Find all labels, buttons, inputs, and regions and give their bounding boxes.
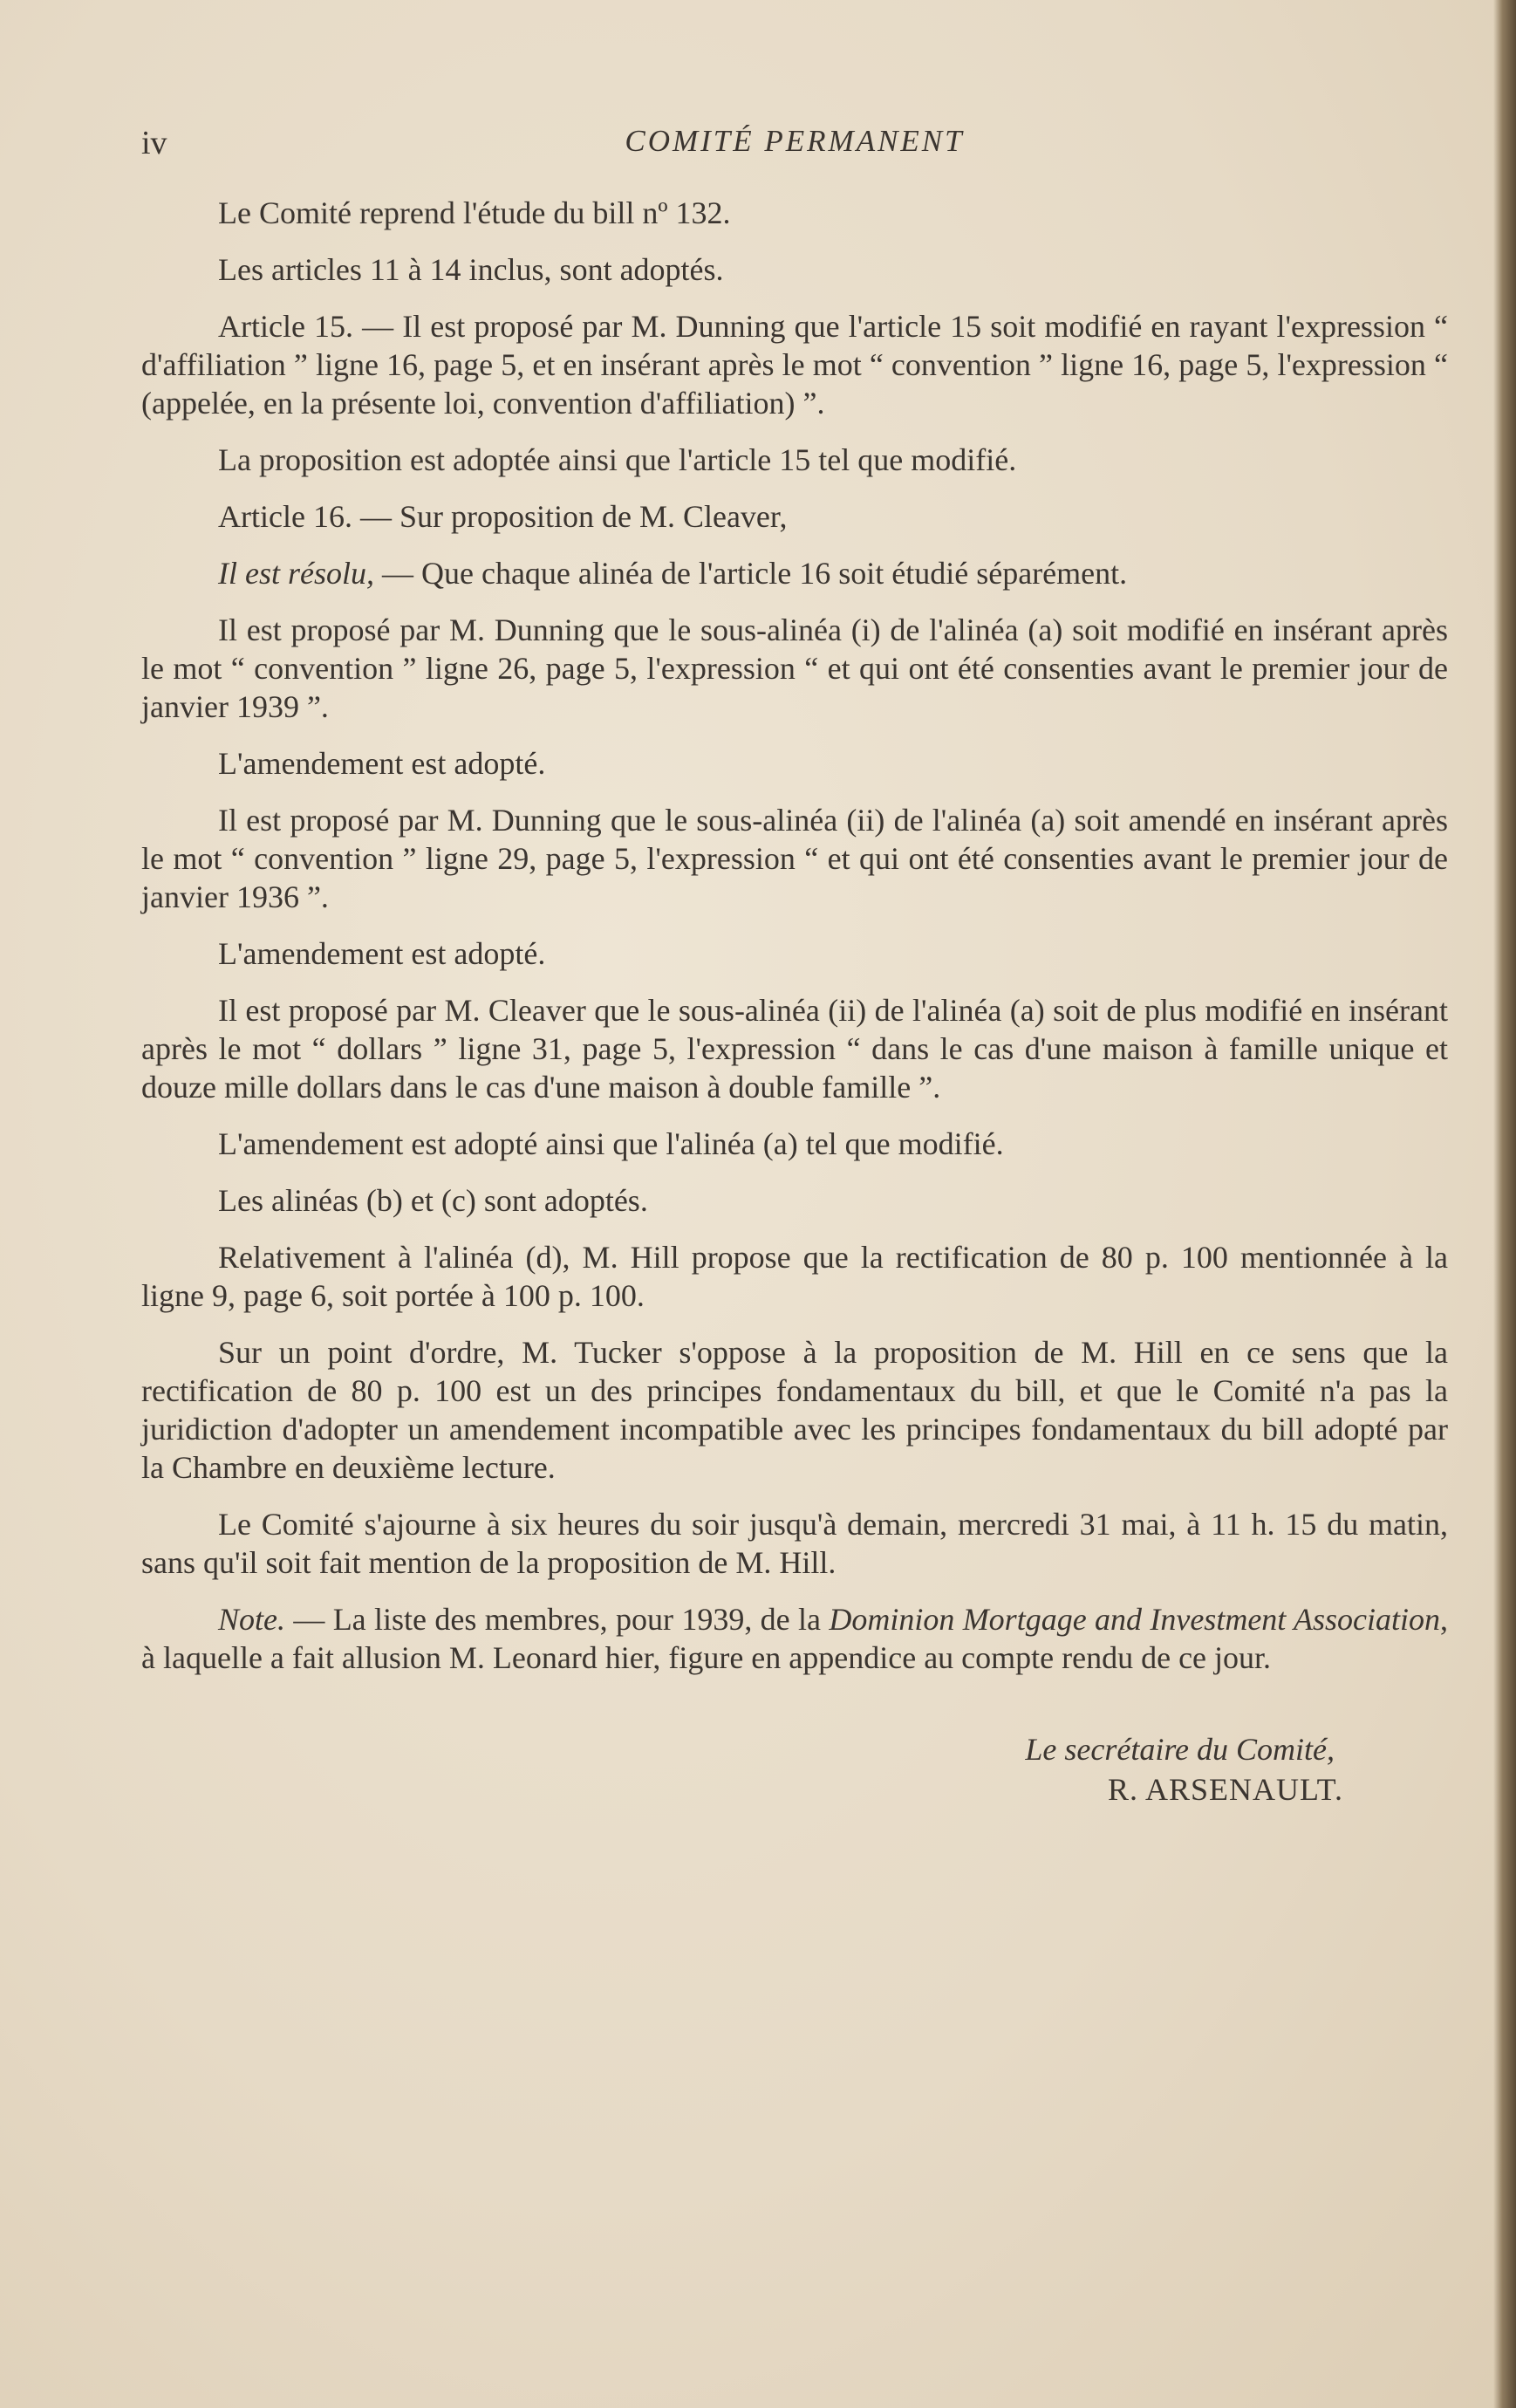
paragraph: Sur un point d'ordre, M. Tucker s'oppose à la proposition de M. Hill en ce sens que la rectification de 80 p. 100 est un des principes fondamentaux du bill, et que le Comité n'a pas la juridiction d'adopter un amendement incompatible avec les principes fondamentaux du bill adopté par la Chambre en deuxième lecture.	[141, 1335, 1448, 1485]
running-title: COMITÉ PERMANENT	[625, 124, 965, 158]
paragraph: Il est proposé par M. Dunning que le sous-alinéa (ii) de l'alinéa (a) soit amendé en insérant après le mot “ convention ” ligne 29, page 5, l'expression “ et qui ont été consenties avant le premier jour de janvier 1936 ”.	[141, 803, 1448, 914]
running-head	[141, 124, 1448, 168]
paragraph: L'amendement est adopté ainsi que l'alinéa (a) tel que modifié.	[218, 1126, 1004, 1161]
note-organization: Dominion Mortgage and Investment Association	[829, 1602, 1440, 1637]
paragraph: L'amendement est adopté.	[218, 746, 546, 781]
paragraph: Relativement à l'alinéa (d), M. Hill propose que la rectification de 80 p. 100 mentionnée à la ligne 9, page 6, soit portée à 100 p. 100.	[141, 1240, 1448, 1313]
paragraph: Il est proposé par M. Cleaver que le sous-alinéa (ii) de l'alinéa (a) soit de plus modifié en insérant après le mot “ dollars ” ligne 31, page 5, l'expression “ dans le cas d'une maison à famille unique et douze mille dollars dans le cas d'une maison à double famille ”.	[141, 993, 1448, 1105]
paragraph: Article 15. — Il est proposé par M. Dunning que l'article 15 soit modifié en rayant l'expression “ d'affiliation ” ligne 16, page 5, et en insérant après le mot “ convention ” ligne 16, page 5, l'expression “ (appelée, en la présente loi, convention d'affiliation) ”.	[141, 309, 1448, 421]
page-edge-shadow	[1493, 0, 1516, 2408]
resolution-paragraph	[141, 554, 1448, 592]
note-paragraph	[141, 1600, 1448, 1677]
note-text-end: , à laquelle a fait allusion M. Leonard hier, figure en appendice au compte rendu de ce jour.	[141, 1602, 1448, 1675]
paragraph: Les articles 11 à 14 inclus, sont adoptés.	[218, 252, 724, 287]
body-text	[141, 194, 1448, 1809]
signature-name: R. ARSENAULT.	[1107, 1772, 1343, 1807]
paragraph: Il est proposé par M. Dunning que le sous-alinéa (i) de l'alinéa (a) soit modifié en insérant après le mot “ convention ” ligne 26, page 5, l'expression “ et qui ont été consenties avant le premier jour de janvier 1939 ”.	[141, 612, 1448, 724]
paragraph: Le Comité s'ajourne à six heures du soir jusqu'à demain, mercredi 31 mai, à 11 h. 15 du matin, sans qu'il soit fait mention de la proposition de M. Hill.	[141, 1507, 1448, 1580]
paragraph: Article 16. — Sur proposition de M. Cleaver,	[218, 499, 788, 534]
page-number: iv	[141, 125, 167, 161]
note-lead: Note.	[218, 1602, 285, 1637]
signature-block	[141, 1729, 1448, 1809]
paragraph: Les alinéas (b) et (c) sont adoptés.	[218, 1183, 648, 1218]
paragraph: L'amendement est adopté.	[218, 936, 546, 971]
paragraph: La proposition est adoptée ainsi que l'article 15 tel que modifié.	[218, 442, 1017, 477]
resolution-lead: Il est résolu,	[218, 556, 374, 591]
paragraph: Le Comité reprend l'étude du bill nº 132.	[218, 195, 731, 230]
resolution-text: — Que chaque alinéa de l'article 16 soit étudié séparément.	[373, 556, 1128, 591]
signature-title: Le secrétaire du Comité,	[1025, 1732, 1335, 1767]
note-text: — La liste des membres, pour 1939, de la	[285, 1602, 830, 1637]
